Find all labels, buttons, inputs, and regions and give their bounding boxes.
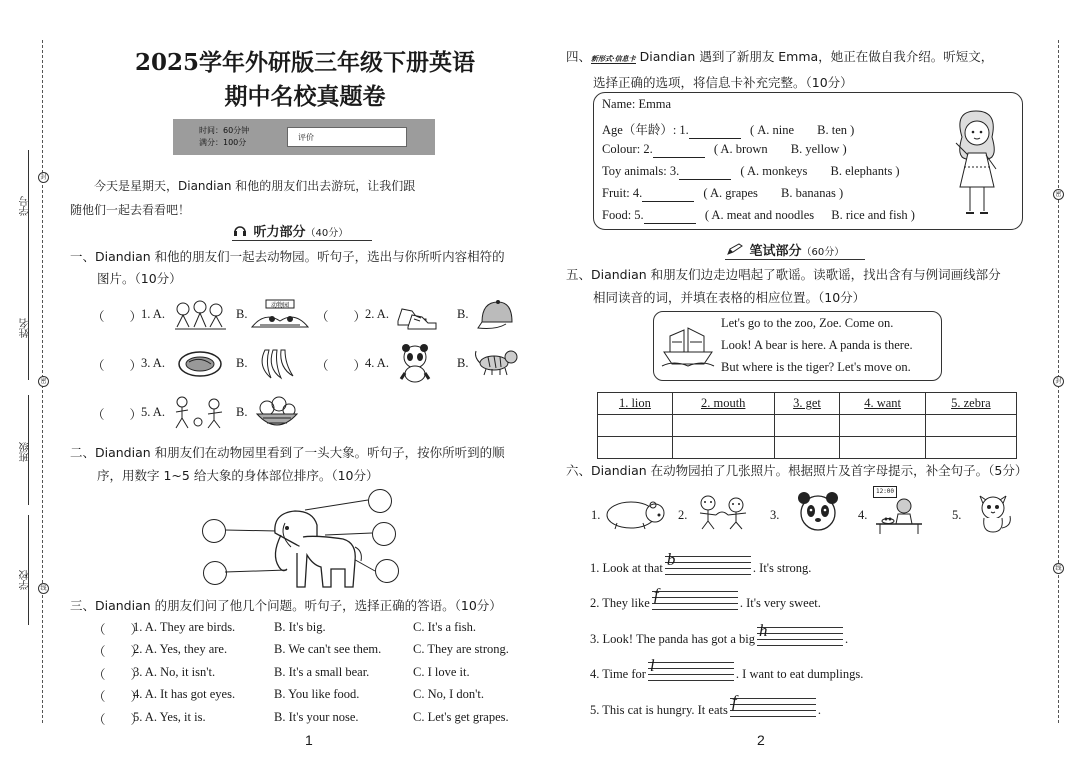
answer-cell[interactable]: [672, 437, 774, 459]
lunch-table-picture: [874, 496, 924, 534]
margin-field-label: 学校: [20, 570, 31, 590]
q1-option-a: 4. A.: [365, 356, 389, 370]
table-header: [925, 393, 1016, 415]
bear-picture: [603, 493, 669, 531]
answer-blank[interactable]: [644, 208, 696, 224]
card-label: Fruit: 4.: [602, 186, 643, 200]
writing-lines[interactable]: [730, 692, 816, 718]
q1-line1: 一、Diandian 和他的朋友们一起去动物园。听句子，选出与你所听内容相符的: [70, 249, 505, 264]
q3-option-a: 5. A. Yes, it is.: [133, 710, 206, 724]
chant-box: [653, 311, 942, 381]
margin-field-label: 学号: [20, 196, 31, 216]
boat-picture: [660, 322, 716, 368]
hint-letter: l: [649, 656, 655, 675]
q1-option-b: B.: [236, 405, 248, 419]
header-word: 3. get: [793, 396, 821, 410]
q5-line2: 相同读音的词，并填在表格的相应位置。（10分）: [593, 290, 866, 305]
header-word: 4. want: [864, 396, 902, 410]
q1-paren[interactable]: （ ）: [92, 359, 143, 373]
dish-picture: [177, 350, 223, 382]
fill-line: [28, 515, 29, 625]
answer-cell[interactable]: [598, 415, 673, 437]
q3-instruction: 三、Diandian 的朋友们问了他几个问题。听句子，选择正确的答语。（10分）: [70, 598, 502, 613]
q6-instruction: 六、Diandian 在动物园拍了几张照片。根据照片及首字母提示，补全句子。（5分）: [566, 463, 1028, 478]
answer-blank[interactable]: [689, 123, 741, 139]
zoo-animals-picture: [173, 297, 228, 335]
sentence: [590, 656, 864, 682]
q3-paren[interactable]: （ ）: [93, 713, 144, 727]
sentence: [590, 692, 821, 718]
listening-heading: [233, 221, 348, 240]
q1-option-a: 2. A.: [365, 307, 389, 321]
tiger-picture: [472, 347, 522, 381]
table-row: [598, 437, 1017, 459]
q5-instruction: [566, 263, 1036, 309]
q3-option-c: C. Let's get grapes.: [413, 710, 509, 724]
sentence-start: 1. Look at that: [590, 561, 663, 575]
listening-title: 听力部分: [253, 225, 306, 240]
sneakers-picture: [396, 299, 438, 335]
q3-option-c: C. I love it.: [413, 665, 470, 679]
chant-line: But where is the tiger? Let's move on.: [721, 360, 911, 374]
cap-picture: [476, 298, 516, 338]
photo-label: 5.: [952, 508, 962, 522]
q2-line2: 序，用数字 1~5 给大象的身体部位排序。（10分）: [97, 468, 379, 483]
table-header: [672, 393, 774, 415]
hint-letter: h: [759, 621, 768, 640]
q1-paren[interactable]: （ ）: [92, 310, 143, 324]
exam-full-score: 满分：100分: [199, 138, 247, 147]
margin-mark: 线: [1053, 563, 1064, 574]
q1-option-b: B.: [457, 356, 469, 370]
photo-label: 2.: [678, 508, 688, 522]
q1-option-a: 3. A.: [141, 356, 165, 370]
q3-option-b: B. It's big.: [274, 620, 326, 634]
cat-picture: [972, 488, 1014, 534]
table-header: [840, 393, 925, 415]
hint-letter: f: [731, 692, 737, 711]
margin-mark: 封: [1053, 376, 1064, 387]
card-label: Colour: 2.: [602, 142, 653, 156]
answer-blank[interactable]: [653, 142, 705, 158]
q3-paren[interactable]: （ ）: [93, 690, 144, 704]
q2-line1: 二、Diandian 和朋友们在动物园里看到了一头大象。听句子，按你所听到的顺: [70, 445, 505, 460]
q1-instruction: [70, 246, 540, 290]
fill-line: [28, 150, 29, 270]
sentence-start: 2. They like: [590, 596, 650, 610]
score-bar: [173, 119, 435, 155]
hint-letter: f: [653, 585, 659, 604]
q3-option-b: B. It's your nose.: [274, 710, 359, 724]
zoo-gate-picture: [250, 297, 310, 335]
card-label: Age（年龄）: 1.: [602, 123, 689, 137]
q1-option-b: B.: [236, 307, 248, 321]
card-option-a: ( A. meat and noodles: [704, 208, 815, 222]
q4-instruction: [566, 45, 1036, 95]
answer-blank[interactable]: [642, 186, 694, 202]
writing-points: （60分）: [801, 247, 845, 258]
sentence: [590, 621, 849, 647]
margin-mark: 密: [38, 376, 49, 387]
sentence: [590, 550, 812, 576]
kids-playing-picture: [170, 394, 230, 434]
listening-points: （40分）: [305, 228, 349, 239]
sentence-end: . It's very sweet.: [739, 596, 821, 610]
answer-circle[interactable]: [203, 561, 227, 585]
answer-cell[interactable]: [774, 415, 840, 437]
card-option-b: B. yellow ): [790, 142, 847, 156]
header-word: 2. mouth: [700, 396, 746, 410]
card-name: Name: Emma: [602, 97, 672, 111]
phonics-table: [597, 392, 1017, 459]
chant-line: Look! A bear is here. A panda is there.: [721, 338, 913, 352]
table-header: [774, 393, 840, 415]
table-header-row: [598, 393, 1017, 415]
q1-option-a: 1. A.: [141, 307, 165, 321]
q4-line1: Diandian 遇到了新朋友 Emma，她正在做自我介绍。听短文，: [639, 49, 994, 64]
writing-lines[interactable]: [652, 585, 738, 611]
photo-label: 1.: [591, 508, 601, 522]
q1-option-b: B.: [236, 356, 248, 370]
card-option-b: B. elephants ): [830, 164, 900, 178]
card-option-a: ( A. grapes: [703, 186, 758, 200]
q3-option-a: 4. A. It has got eyes.: [133, 687, 236, 701]
clock-display: 12:00: [873, 486, 897, 498]
q3-option-b: B. We can't see them.: [274, 642, 382, 656]
info-card: [593, 92, 1023, 230]
chant-line: Let's go to the zoo, Zoe. Come on.: [721, 316, 894, 330]
page-number: 1: [305, 732, 313, 748]
pencil-icon: [727, 243, 745, 259]
q3-option-b: B. You like food.: [274, 687, 360, 701]
photo-label: 3.: [770, 508, 780, 522]
zoo-sign: 动物园: [270, 302, 290, 309]
writing-title: 笔试部分: [749, 244, 802, 259]
card-option-a: ( A. brown: [713, 142, 768, 156]
writing-lines[interactable]: [757, 621, 843, 647]
q2-instruction: [70, 441, 540, 487]
card-option-a: ( A. monkeys: [740, 164, 808, 178]
q3-option-a: 3. A. No, it isn't.: [133, 665, 216, 679]
q3-option-b: B. It's a small bear.: [274, 665, 370, 679]
card-option-b: B. ten ): [817, 123, 855, 137]
answer-cell[interactable]: [598, 437, 673, 459]
writing-lines[interactable]: [648, 656, 734, 682]
q4-line2: 选择正确的选项，将信息卡补充完整。（10分）: [593, 75, 853, 90]
intro-text: [70, 174, 490, 222]
sentence-end: . It's strong.: [752, 561, 812, 575]
q5-line1: 五、Diandian 和朋友们边走边唱起了歌谣。读歌谣，找出含有与例词画线部分: [566, 267, 1001, 282]
q3-paren[interactable]: （ ）: [93, 623, 144, 637]
card-option-b: B. rice and fish ): [831, 208, 915, 222]
answer-cell[interactable]: [925, 415, 1016, 437]
exam-title-line1: 2025学年外研版三年级下册英语: [134, 49, 475, 76]
hint-letter: b: [666, 550, 676, 569]
header-word: 1. lion: [618, 396, 651, 410]
sentence: [590, 585, 821, 611]
new-format-badge: 新形式·信息卡: [591, 55, 636, 63]
card-row: [602, 186, 843, 202]
table-header: [598, 393, 673, 415]
answer-cell[interactable]: [840, 415, 925, 437]
rating-label: 评价: [298, 133, 314, 142]
bananas-picture: [257, 346, 297, 386]
sentence-end: .: [845, 632, 849, 646]
exam-info: [199, 125, 249, 149]
intro-line: 随他们一起去看看吧！: [70, 203, 191, 217]
sentence-end: . I want to eat dumplings.: [735, 667, 864, 681]
card-label: Food: 5.: [602, 208, 644, 222]
sentence-start: 4. Time for: [590, 667, 646, 681]
answer-circle[interactable]: [202, 519, 226, 543]
card-option-b: B. bananas ): [781, 186, 844, 200]
card-label: Toy animals: 3.: [602, 164, 680, 178]
q3-option-c: C. It's a fish.: [413, 620, 477, 634]
answer-cell[interactable]: [672, 415, 774, 437]
sentence-start: 5. This cat is hungry. It eats: [590, 703, 728, 717]
rating-box: [287, 127, 407, 147]
fruit-basket-picture: [253, 392, 301, 436]
q3-option-a: 1. A. They are birds.: [133, 620, 236, 634]
margin-field-label: 班级: [20, 442, 31, 462]
card-row: [602, 120, 854, 139]
q1-paren[interactable]: （ ）: [92, 408, 143, 422]
fill-line: [28, 270, 29, 380]
card-row: [602, 208, 915, 224]
photo-label: 4.: [858, 508, 868, 522]
headphones-icon: [233, 224, 249, 240]
answer-cell[interactable]: [840, 437, 925, 459]
writing-heading: [727, 240, 844, 259]
q1-paren[interactable]: （ ）: [316, 359, 367, 373]
girl-emma-icon: [946, 107, 1006, 219]
q1-line2: 图片。（10分）: [97, 271, 182, 286]
margin-mark: 线: [38, 583, 49, 594]
margin-mark: 封: [38, 172, 49, 183]
sentence-end: .: [817, 703, 821, 717]
q3-option-c: C. No, I don't.: [413, 687, 485, 701]
q1-option-b: B.: [457, 307, 469, 321]
answer-blank[interactable]: [679, 164, 731, 180]
margin-field-label: 姓名: [20, 318, 31, 338]
writing-lines[interactable]: [665, 550, 751, 576]
intro-line: 今天是星期天，Diandian 和他的朋友们出去游玩，让我们跟: [94, 179, 416, 193]
header-word: 5. zebra: [951, 396, 991, 410]
exam-title-line2: 期中名校真题卷: [224, 83, 386, 110]
q3-paren[interactable]: （ ）: [93, 668, 144, 682]
answer-cell[interactable]: [774, 437, 840, 459]
margin-mark: 密: [1053, 189, 1064, 200]
sentence-start: 3. Look! The panda has got a big: [590, 632, 756, 646]
q3-option-a: 2. A. Yes, they are.: [133, 642, 228, 656]
monkeys-picture: [692, 493, 756, 531]
q3-paren[interactable]: （ ）: [93, 645, 144, 659]
page-number: 2: [757, 732, 765, 748]
q1-option-a: 5. A.: [141, 405, 165, 419]
panda-picture: [397, 343, 433, 387]
elephant-icon: [225, 495, 380, 595]
heading-underline: [232, 240, 372, 241]
card-row: [602, 164, 900, 180]
card-row: [602, 142, 847, 158]
card-option-a: ( A. nine: [749, 123, 795, 137]
fill-line: [28, 395, 29, 505]
answer-cell[interactable]: [925, 437, 1016, 459]
q1-paren[interactable]: （ ）: [316, 310, 367, 324]
q4-prefix: 四、: [566, 49, 592, 64]
exam-time: 时间：60分钟: [199, 126, 250, 135]
panda-head-picture: [796, 489, 840, 535]
q3-option-c: C. They are strong.: [413, 642, 509, 656]
table-row: [598, 415, 1017, 437]
heading-underline: [725, 259, 865, 260]
